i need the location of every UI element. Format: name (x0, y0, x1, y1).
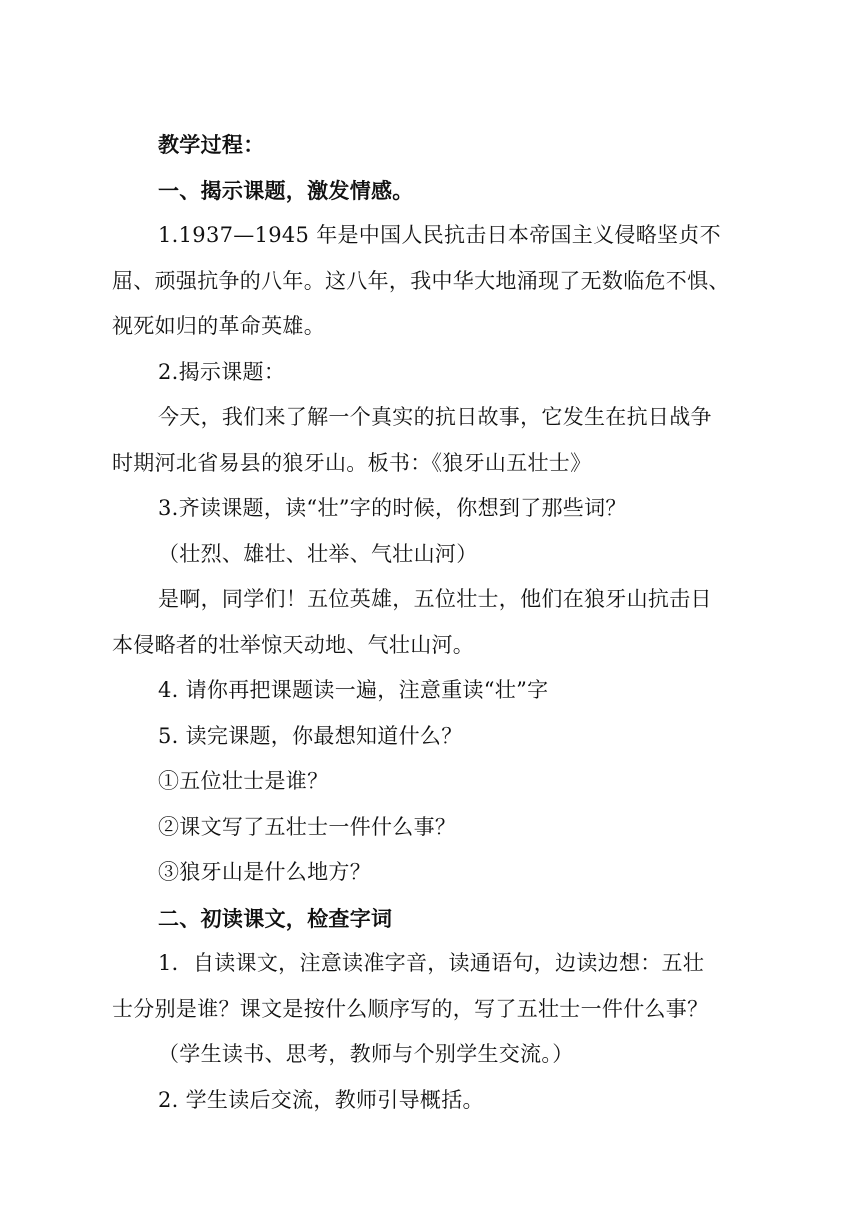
paragraph-line: （壮烈、雄壮、壮举、气壮山河） (158, 541, 478, 566)
paragraph-line: 屈、顽强抗争的八年。这八年，我中华大地涌现了无数临危不惧、 (112, 268, 730, 293)
paragraph-line: 时期河北省易县的狼牙山。板书：《狼牙山五壮士》 (112, 450, 592, 475)
paragraph-line: （学生读书、思考，教师与个别学生交流。） (158, 1042, 574, 1066)
list-item: 4. 请你再把课题读一遍，注意重读“壮”字 (158, 678, 549, 702)
paragraph-line: 士分别是谁？课文是按什么顺序写的，写了五壮士一件什么事？ (112, 996, 709, 1021)
paragraph-line: 2. 学生读后交流，教师引导概括。 (158, 1087, 484, 1112)
paragraph-line: 1．自读课文，注意读准字音，读通语句，边读边想：五壮 (158, 951, 705, 975)
question-item: ③狼牙山是什么地方？ (158, 860, 371, 884)
paragraph-line: 今天，我们来了解一个真实的抗日故事，它发生在抗日战争 (158, 405, 712, 429)
paragraph-line: 本侵略者的壮举惊天动地、气壮山河。 (112, 632, 475, 657)
paragraph-line: 2.揭示课题： (158, 359, 286, 384)
list-item: 5. 读完课题，你最想知道什么？ (158, 723, 463, 748)
section-heading-teaching-process: 教学过程： (158, 132, 265, 157)
paragraph-line: 视死如归的革命英雄。 (112, 314, 325, 338)
section-heading-2: 二、初读课文，检查字词 (158, 905, 393, 931)
paragraph-line: 1.1937—1945 年是中国人民抗击日本帝国主义侵略坚贞不 (158, 223, 721, 247)
question-item: ①五位壮士是谁？ (158, 769, 329, 793)
question-item: ②课文写了五壮士一件什么事？ (158, 814, 457, 839)
document-body (112, 122, 752, 1123)
section-heading-1: 一、揭示课题，激发情感。 (158, 177, 414, 203)
paragraph-line: 是啊，同学们！五位英雄，五位壮士，他们在狼牙山抗击日 (158, 587, 712, 611)
paragraph-line: 3.齐读课题，读“壮”字的时候，你想到了那些词？ (158, 496, 627, 520)
